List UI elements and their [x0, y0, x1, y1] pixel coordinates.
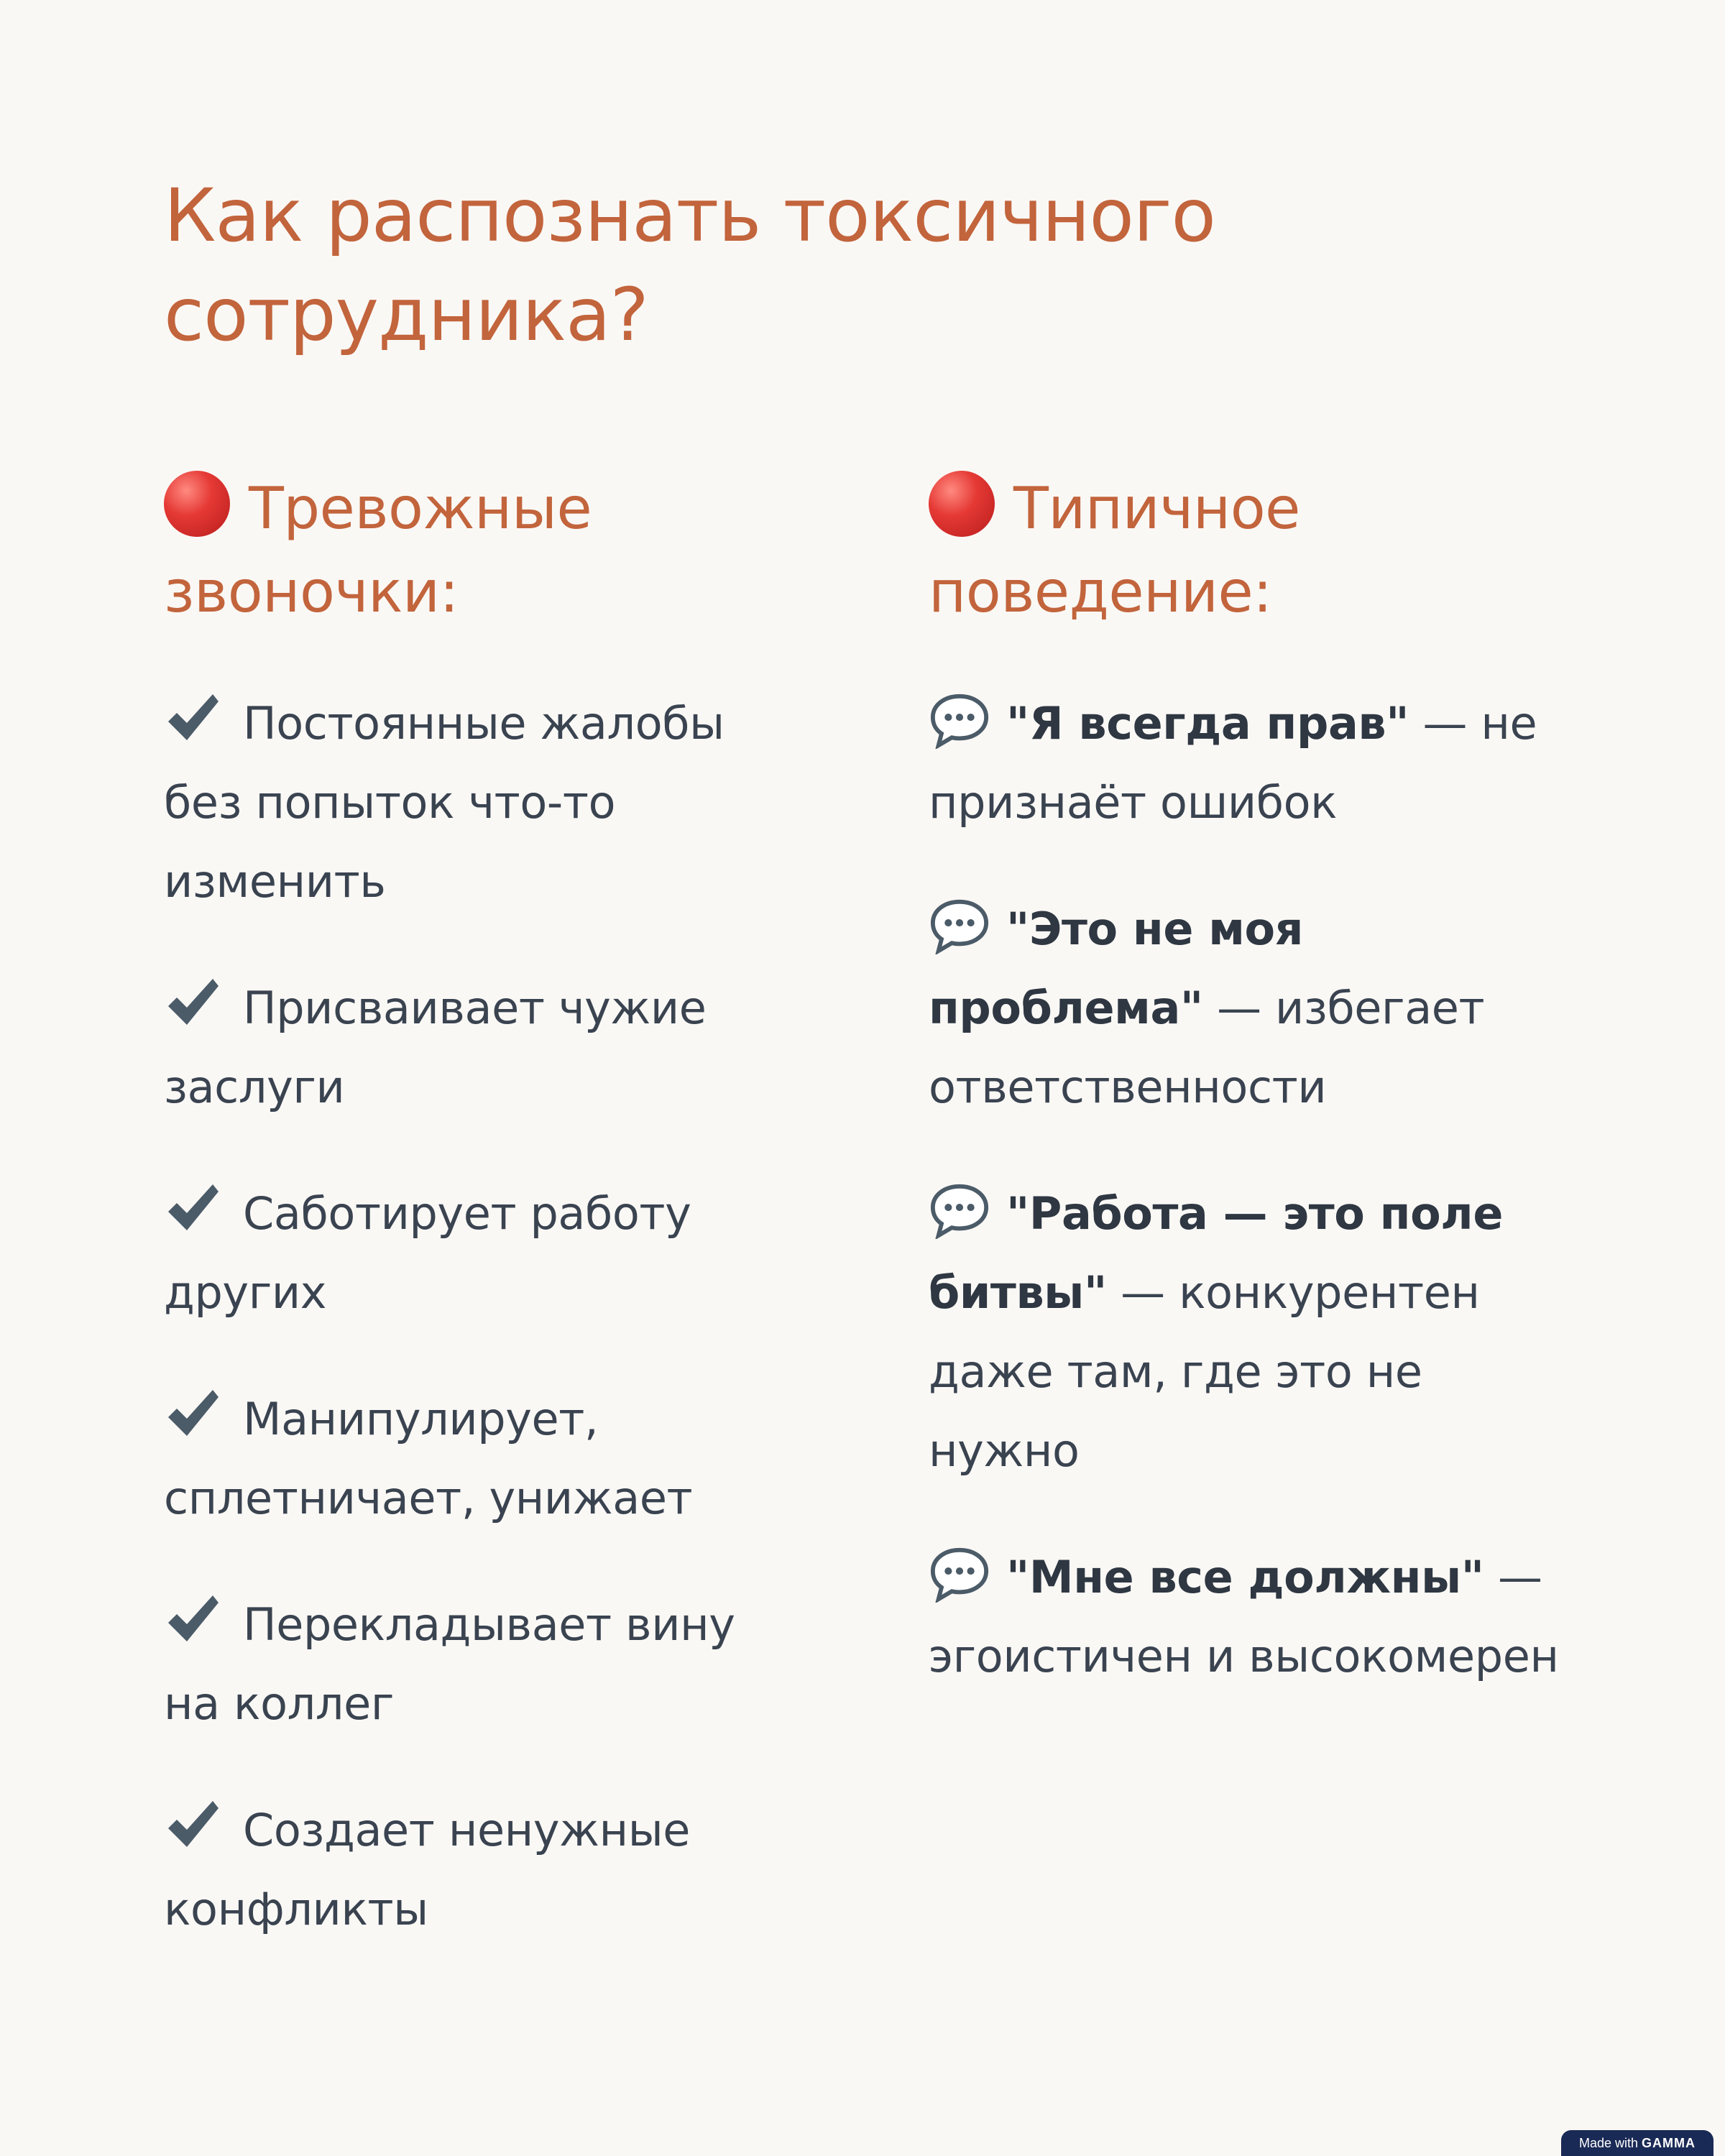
speech-bubble-icon [929, 897, 990, 954]
behavior-quote: "Мне все должны" [1006, 1551, 1484, 1603]
speech-bubble-icon [929, 691, 990, 749]
check-mark-icon [164, 1797, 221, 1854]
warning-sign-text: Манипулирует, сплетничает, унижает [164, 1393, 693, 1524]
warning-sign-text: Присваивает чужие заслуги [164, 982, 707, 1113]
warning-signs-heading [164, 467, 796, 634]
behavior-quote: "Это не моя проблема" [929, 903, 1304, 1034]
behavior-item [929, 1174, 1576, 1491]
gamma-logo: GAMMA [1642, 2136, 1696, 2150]
warning-sign-item [164, 1174, 796, 1332]
warning-sign-text: Саботирует работу других [164, 1187, 691, 1319]
warning-sign-item [164, 969, 796, 1127]
behavior-item [929, 1538, 1576, 1696]
typical-behavior-heading-text: Типичное поведение: [929, 475, 1300, 625]
warning-sign-text: Перекладывает вину на коллег [164, 1598, 735, 1730]
made-with-gamma-badge[interactable] [1561, 2130, 1714, 2156]
check-mark-icon [164, 975, 221, 1032]
warning-sign-item [164, 1585, 796, 1743]
behavior-description: — избегает ответственности [929, 982, 1485, 1113]
behavior-description: — эгоистичен и высокомерен [929, 1551, 1559, 1682]
behavior-quote: "Работа — это поле битвы" [929, 1187, 1503, 1319]
warning-sign-text: Создает ненужные конфликты [164, 1804, 691, 1935]
behavior-item [929, 684, 1576, 842]
warning-sign-item [164, 1380, 796, 1538]
typical-behavior-heading [929, 467, 1576, 634]
check-mark-icon [164, 1386, 221, 1443]
check-mark-icon [164, 1180, 221, 1238]
behavior-description: — конкурентен даже там, где это не нужно [929, 1266, 1480, 1477]
red-circle-icon [929, 471, 995, 537]
warning-sign-item [164, 1791, 796, 1949]
warning-sign-item [164, 684, 796, 921]
speech-bubble-icon [929, 1545, 990, 1603]
behavior-quote: "Я всегда прав" [1006, 697, 1409, 750]
red-circle-icon [164, 471, 230, 537]
page-title: Как распознать токсичного сотрудника? [164, 173, 1215, 358]
warning-signs-column [164, 467, 796, 1996]
check-mark-icon [164, 1591, 221, 1649]
behavior-item [929, 890, 1576, 1127]
badge-prefix: Made with [1578, 2136, 1642, 2150]
warning-sign-text: Постоянные жалобы без попыток что-то изменить [164, 697, 724, 908]
behavior-description: — не признаёт ошибок [929, 697, 1537, 829]
typical-behavior-column [929, 467, 1576, 1743]
warning-signs-heading-text: Тревожные звоночки: [164, 475, 592, 625]
speech-bubble-icon [929, 1181, 990, 1239]
check-mark-icon [164, 690, 221, 747]
